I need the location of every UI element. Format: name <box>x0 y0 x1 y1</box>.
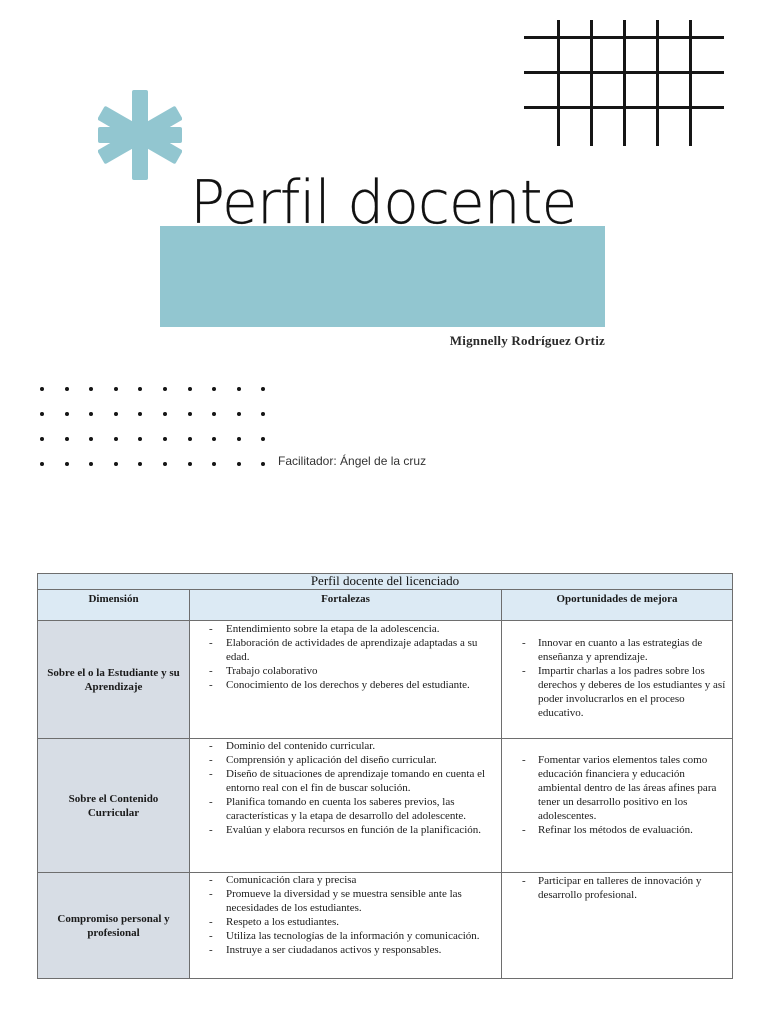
table-caption: Perfil docente del licenciado <box>38 574 733 590</box>
list-item: - Innovar en cuanto a las estrategias de enseñanza y aprendizaje. <box>502 636 726 664</box>
dimension-cell: Sobre el o la Estudiante y su Aprendizaje <box>38 621 190 739</box>
dimension-cell: Compromiso personal y profesional <box>38 873 190 979</box>
list-item: - Planifica tomando en cuenta los saberes previos, las características y la etapa de desarrollo del adolescente. <box>190 795 497 823</box>
fortalezas-cell <box>190 873 502 979</box>
dot <box>138 462 142 466</box>
dot <box>40 437 44 441</box>
grid-icon <box>524 20 724 146</box>
dot <box>188 412 192 416</box>
dot <box>237 437 241 441</box>
list-item: - Refinar los métodos de evaluación. <box>502 823 726 837</box>
dot <box>261 462 265 466</box>
dot <box>163 412 167 416</box>
list-item: - Conocimiento de los derechos y deberes del estudiante. <box>190 678 497 692</box>
dot <box>114 437 118 441</box>
dot <box>163 437 167 441</box>
dot <box>65 412 69 416</box>
dot <box>40 412 44 416</box>
dot <box>65 462 69 466</box>
dot <box>212 387 216 391</box>
header-dimension: Dimensión <box>38 590 190 621</box>
dot <box>40 387 44 391</box>
dimension-cell: Sobre el Contenido Curricular <box>38 739 190 873</box>
dot <box>89 387 93 391</box>
oportunidades-cell <box>502 621 733 739</box>
dot <box>212 462 216 466</box>
page-title: Perfil docente <box>190 168 577 238</box>
table-row <box>38 621 733 739</box>
dot <box>212 412 216 416</box>
dot <box>212 437 216 441</box>
dot <box>261 412 265 416</box>
fortalezas-cell <box>190 621 502 739</box>
list-item: - Entendimiento sobre la etapa de la adolescencia. <box>190 622 497 636</box>
title-band <box>160 226 605 327</box>
dot <box>163 387 167 391</box>
list-item: - Utiliza las tecnologías de la información y comunicación. <box>190 929 497 943</box>
dot <box>114 462 118 466</box>
list-item: - Comunicación clara y precisa <box>190 873 497 887</box>
table-row <box>38 873 733 979</box>
dot <box>114 412 118 416</box>
dot <box>163 462 167 466</box>
dot <box>188 462 192 466</box>
dot-grid-icon <box>36 382 276 477</box>
dot <box>114 387 118 391</box>
author-name: Mignnelly Rodríguez Ortiz <box>449 333 605 348</box>
list-item: - Promueve la diversidad y se muestra sensible ante las necesidades de los estudiantes. <box>190 887 497 915</box>
dot <box>261 437 265 441</box>
dot <box>237 412 241 416</box>
dot <box>188 437 192 441</box>
list-item: - Evalúan y elabora recursos en función de la planificación. <box>190 823 497 837</box>
dot <box>237 462 241 466</box>
dot <box>237 387 241 391</box>
list-item: - Trabajo colaborativo <box>190 664 497 678</box>
oportunidades-cell <box>502 873 733 979</box>
asterisk-icon <box>98 90 182 180</box>
dot <box>89 412 93 416</box>
oportunidades-cell <box>502 739 733 873</box>
header-oportunidades: Oportunidades de mejora <box>502 590 733 621</box>
table-row <box>38 739 733 873</box>
header-fortalezas: Fortalezas <box>190 590 502 621</box>
dot <box>65 387 69 391</box>
facilitator-label: Facilitador: Ángel de la cruz <box>278 454 427 468</box>
profile-table <box>37 573 733 979</box>
list-item: - Diseño de situaciones de aprendizaje tomando en cuenta el entorno real con el fin de buscar solución. <box>190 767 497 795</box>
fortalezas-cell <box>190 739 502 873</box>
list-item: - Fomentar varios elementos tales como educación financiera y educación ambiental dentro de las áreas afines para tener un desarrollo positivo en los adolescentes. <box>502 753 726 823</box>
list-item: - Participar en talleres de innovación y desarrollo profesional. <box>502 874 726 902</box>
dot <box>138 387 142 391</box>
dot <box>89 437 93 441</box>
list-item: - Impartir charlas a los padres sobre los derechos y deberes de los estudiantes y así poder involucrarlos en el proceso educativo. <box>502 664 726 720</box>
list-item: - Comprensión y aplicación del diseño curricular. <box>190 753 497 767</box>
list-item: - Elaboración de actividades de aprendizaje adaptadas a su edad. <box>190 636 497 664</box>
dot <box>138 437 142 441</box>
dot <box>89 462 93 466</box>
list-item: - Instruye a ser ciudadanos activos y responsables. <box>190 943 497 957</box>
dot <box>138 412 142 416</box>
list-item: - Respeto a los estudiantes. <box>190 915 497 929</box>
dot <box>65 437 69 441</box>
dot <box>40 462 44 466</box>
dot <box>188 387 192 391</box>
dot <box>261 387 265 391</box>
list-item: - Dominio del contenido curricular. <box>190 739 497 753</box>
